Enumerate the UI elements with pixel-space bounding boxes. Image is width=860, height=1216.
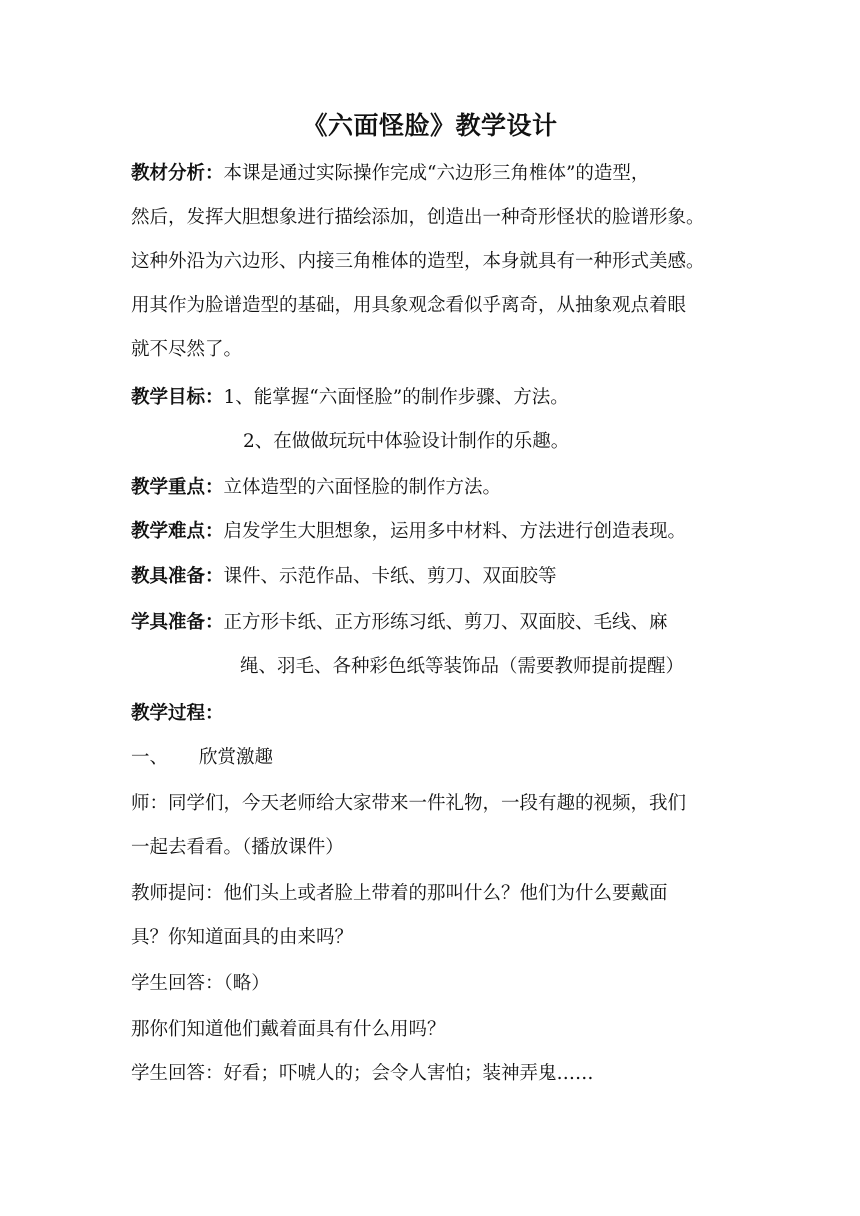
teacher-prep-label: 教具准备： xyxy=(131,566,224,587)
student-prep-text: 正方形卡纸、正方形练习纸、剪刀、双面胶、毛线、麻 xyxy=(223,612,668,633)
process-label: 教学过程： xyxy=(131,703,224,724)
student-prep-line-2: 绳、羽毛、各种彩色纸等装饰品（需要教师提前提醒） xyxy=(240,656,685,677)
section-heading xyxy=(131,744,273,772)
goals-line-1 xyxy=(131,384,569,412)
analysis-text: 本课是通过实际操作完成“六边形三角椎体”的造型， xyxy=(223,163,650,184)
goals-label: 教学目标： xyxy=(131,387,224,408)
analysis-line-3: 这种外沿为六边形、内接三角椎体的造型，本身就具有一种形式美感。 xyxy=(131,251,705,272)
analysis-label: 教材分析： xyxy=(131,163,224,184)
analysis-line-5: 就不尽然了。 xyxy=(131,339,243,360)
analysis-line-2: 然后，发挥大胆想象进行描绘添加，创造出一种奇形怪状的脸谱形象。 xyxy=(131,207,705,228)
section-title: 欣赏激趣 xyxy=(199,747,274,768)
process-line: 学生回答：好看；吓唬人的；会令人害怕；装神弄鬼…… xyxy=(131,1063,594,1084)
section-number: 一、 xyxy=(131,747,169,768)
difficulty-label: 教学难点： xyxy=(131,521,224,542)
difficulty-text: 启发学生大胆想象，运用多中材料、方法进行创造表现。 xyxy=(223,521,687,542)
key-point-label: 教学重点： xyxy=(131,477,224,498)
student-prep-line-1 xyxy=(131,609,668,637)
key-point-text: 立体造型的六面怪脸的制作方法。 xyxy=(223,477,502,498)
analysis-line-4: 用其作为脸谱造型的基础，用具象观念看似乎离奇，从抽象观点着眼 xyxy=(131,295,687,316)
teacher-prep-text: 课件、示范作品、卡纸、剪刀、双面胶等 xyxy=(223,566,557,587)
analysis-line-1 xyxy=(131,160,649,188)
process-line: 那你们知道他们戴着面具有什么用吗？ xyxy=(131,1019,446,1040)
process-line: 学生回答：（略） xyxy=(131,973,270,994)
student-prep-label: 学具准备： xyxy=(131,612,224,633)
process-line: 具？你知道面具的由来吗？ xyxy=(131,927,354,948)
key-point-line xyxy=(131,474,501,502)
goal-item: 2、在做做玩玩中体验设计制作的乐趣。 xyxy=(243,431,570,452)
process-line: 教师提问：他们头上或者脸上带着的那叫什么？他们为什么要戴面 xyxy=(131,883,668,904)
difficulty-line xyxy=(131,518,686,546)
page-title: 《六面怪脸》教学设计 xyxy=(302,111,558,140)
goal-item: 1、能掌握“六面怪脸”的制作步骤、方法。 xyxy=(223,387,569,408)
teacher-prep-line xyxy=(131,563,557,591)
process-line: 师：同学们，今天老师给大家带来一件礼物，一段有趣的视频，我们 xyxy=(131,793,687,814)
process-line: 一起去看看。（播放课件） xyxy=(131,837,344,858)
